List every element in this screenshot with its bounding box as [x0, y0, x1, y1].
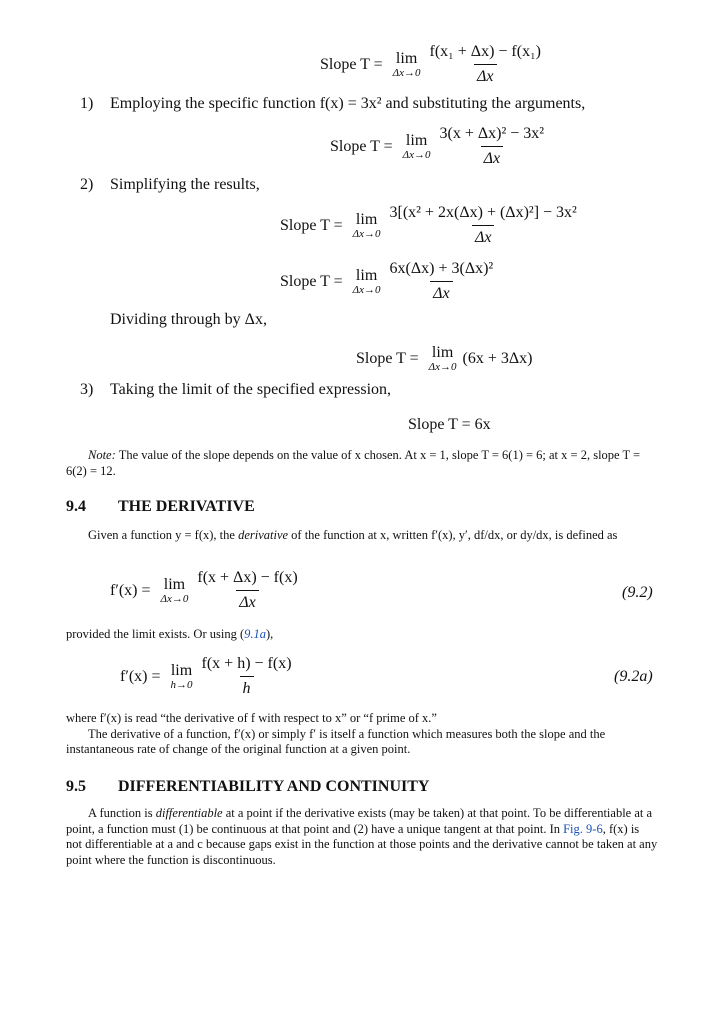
step-2: 2) Simplifying the results, [80, 176, 260, 193]
step-1: 1) Employing the specific function f(x) = 3x² and substituting the arguments, [80, 95, 586, 112]
section-heading-9-4: 9.4 THE DERIVATIVE [66, 498, 255, 515]
eq-lhs: Slope T = [320, 55, 383, 73]
equation-step1: Slope T = lim Δx→0 $\frac{\text{3(x + Δx)² − 3x²}}{\Delta x}$ [330, 125, 545, 167]
equation-number-9-2a: (9.2a) [614, 668, 653, 685]
equation-number-9-2: (9.2) [622, 584, 653, 601]
equation-link-9-1a[interactable]: 9.1a [244, 627, 266, 641]
limit-exists-text: provided the limit exists. Or using (9.1a), [66, 627, 274, 641]
equation-9-2a: f′(x) = lim h→0 $\frac{f(x + h) - f(x)}{h}$ [120, 655, 292, 697]
derivative-intro: Given a function y = f(x), the derivative of the function at x, written f′(x), y′, df/dx, or dy/dx, is defined as [88, 528, 618, 542]
derivative-reading: where f′(x) is read “the derivative of f with respect to x” or “f prime of x.” The derivative of a function, f′(x) or simply f′ is itself a function which measures both the slope and the instantaneous rate of change of the original function at a given point. [66, 711, 606, 756]
differentiability-paragraph: A function is differentiable at a point if the derivative exists (may be taken) at that point. To be differentiable at a point, a function must (1) be continuous at that point and (2) have a unique tangent at that point. In Fig. 9-6, f(x) is not differentiable at a and c because gaps exist in the function at those points and the derivative cannot be taken at any point where the function is discontinuous. [66, 806, 658, 867]
section-heading-9-5: 9.5 DIFFERENTIABILITY AND CONTINUITY [66, 778, 430, 795]
equation-result: Slope T = 6x [408, 416, 491, 433]
equation-slope-general: Slope T = lim Δx→0 $\frac{\text{f(x₁ + Δx) − f(x₁)}}{\Delta x}$ [320, 43, 541, 85]
figure-link-9-6[interactable]: Fig. 9-6 [563, 821, 603, 836]
equation-9-2: f′(x) = lim Δx→0 $\frac{f(x + \Delta x) - f(x)}{\Delta x}$ [110, 569, 298, 611]
equation-step2b: Slope T = lim Δx→0 $\frac{\text{6x(Δx) + 3(Δx)²}}{\Delta x}$ [280, 260, 494, 302]
step-3: 3) Taking the limit of the specified expression, [80, 381, 392, 398]
equation-step2c: Slope T = lim Δx→0 (6x + 3Δx) [356, 344, 533, 373]
note-paragraph: Note: The value of the slope depends on the value of x chosen. At x = 1, slope T = 6(1) = 6; at x = 2, slope T = 6(2) = 12. [66, 448, 641, 478]
step-2-divide: Dividing through by Δx, [110, 311, 267, 328]
equation-step2a: Slope T = lim Δx→0 $\frac{\text{3[(x² + 2x(Δx) + (Δx)²] − 3x²}}{\Delta x}$ [280, 204, 577, 246]
